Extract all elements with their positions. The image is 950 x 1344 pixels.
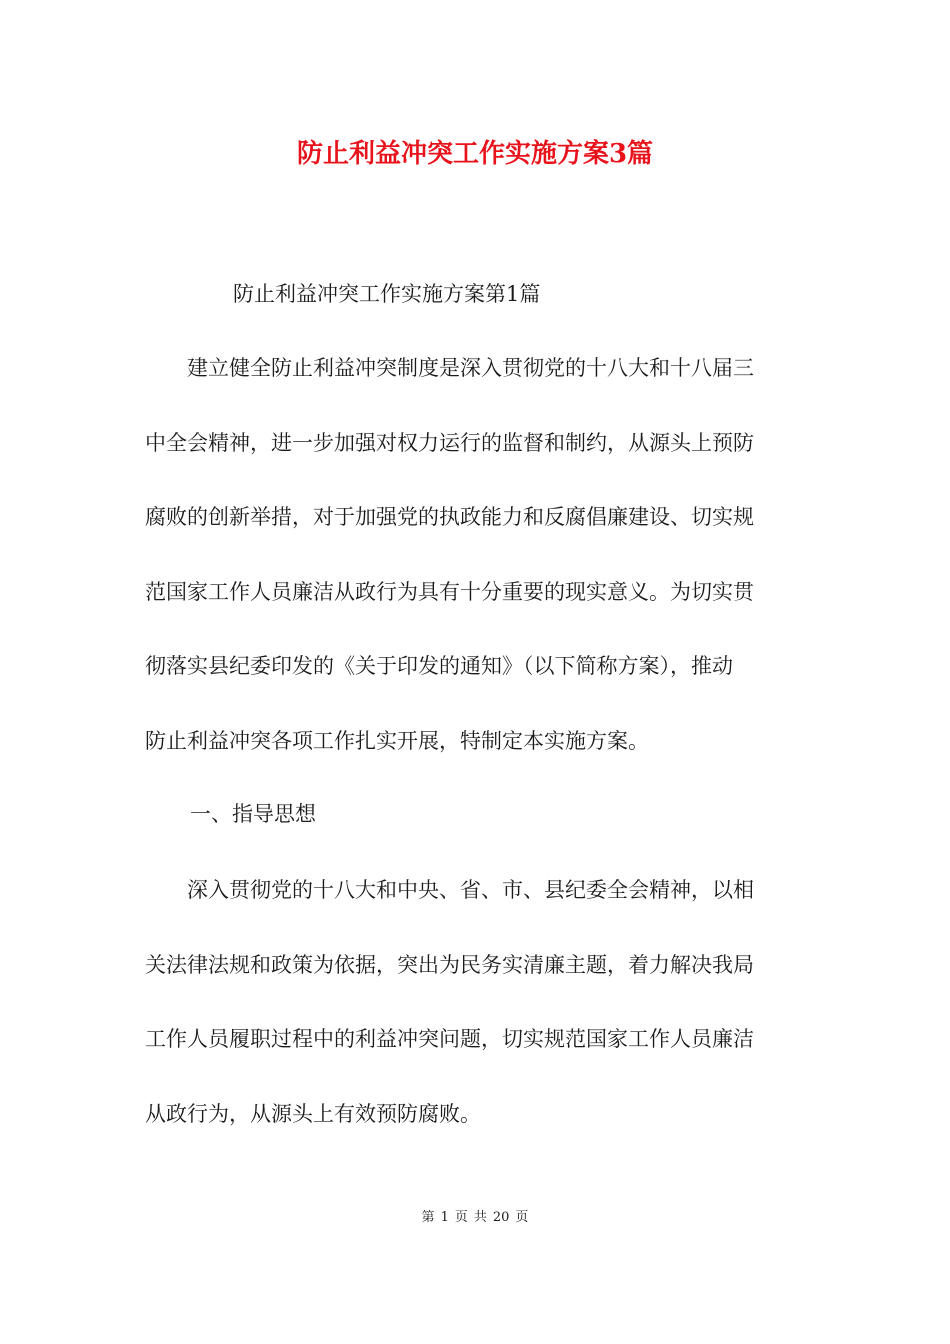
- paragraph-line: 工作人员履职过程中的利益冲突问题，切实规范国家工作人员廉洁: [145, 1027, 754, 1051]
- paragraph-line: 关法律法规和政策为依据，突出为民务实清廉主题，着力解决我局: [145, 952, 754, 977]
- paragraph-guiding-thought: [145, 853, 807, 1151]
- paragraph-intro: [145, 331, 807, 778]
- footer-label-di: 第: [421, 1210, 435, 1225]
- paragraph-line: 深入贯彻党的十八大和中央、省、市、县纪委全会精神，以相: [145, 878, 754, 902]
- footer-label-ye2: 页: [515, 1210, 529, 1225]
- paragraph-line: 中全会精神，进一步加强对权力运行的监督和制约，从源头上预防: [145, 430, 754, 455]
- footer-current-page: 1: [440, 1210, 449, 1225]
- footer-label-ye: 页: [454, 1210, 468, 1225]
- paragraph-line: 腐败的创新举措，对于加强党的执政能力和反腐倡廉建设、切实规: [145, 505, 754, 529]
- footer-label-gong: 共: [473, 1210, 487, 1225]
- paragraph-line: 彻落实县纪委印发的《关于印发的通知》（以下简称方案），推动: [145, 654, 733, 678]
- paragraph-line: 建立健全防止利益冲突制度是深入贯彻党的十八大和十八届三: [145, 356, 754, 380]
- footer-total-pages: 20: [492, 1210, 510, 1225]
- page-footer: [0, 1208, 950, 1228]
- section-subtitle: 防止利益冲突工作实施方案第1篇: [233, 282, 541, 306]
- section-heading-guiding-thought: 一、指导思想: [190, 802, 316, 826]
- paragraph-line: 范国家工作人员廉洁从政行为具有十分重要的现实意义。为切实贯: [145, 579, 754, 604]
- paragraph-line: 从政行为，从源头上有效预防腐败。: [145, 1101, 481, 1126]
- document-title: 防止利益冲突工作实施方案3篇: [296, 139, 654, 169]
- paragraph-line: 防止利益冲突各项工作扎实开展，特制定本实施方案。: [145, 728, 649, 753]
